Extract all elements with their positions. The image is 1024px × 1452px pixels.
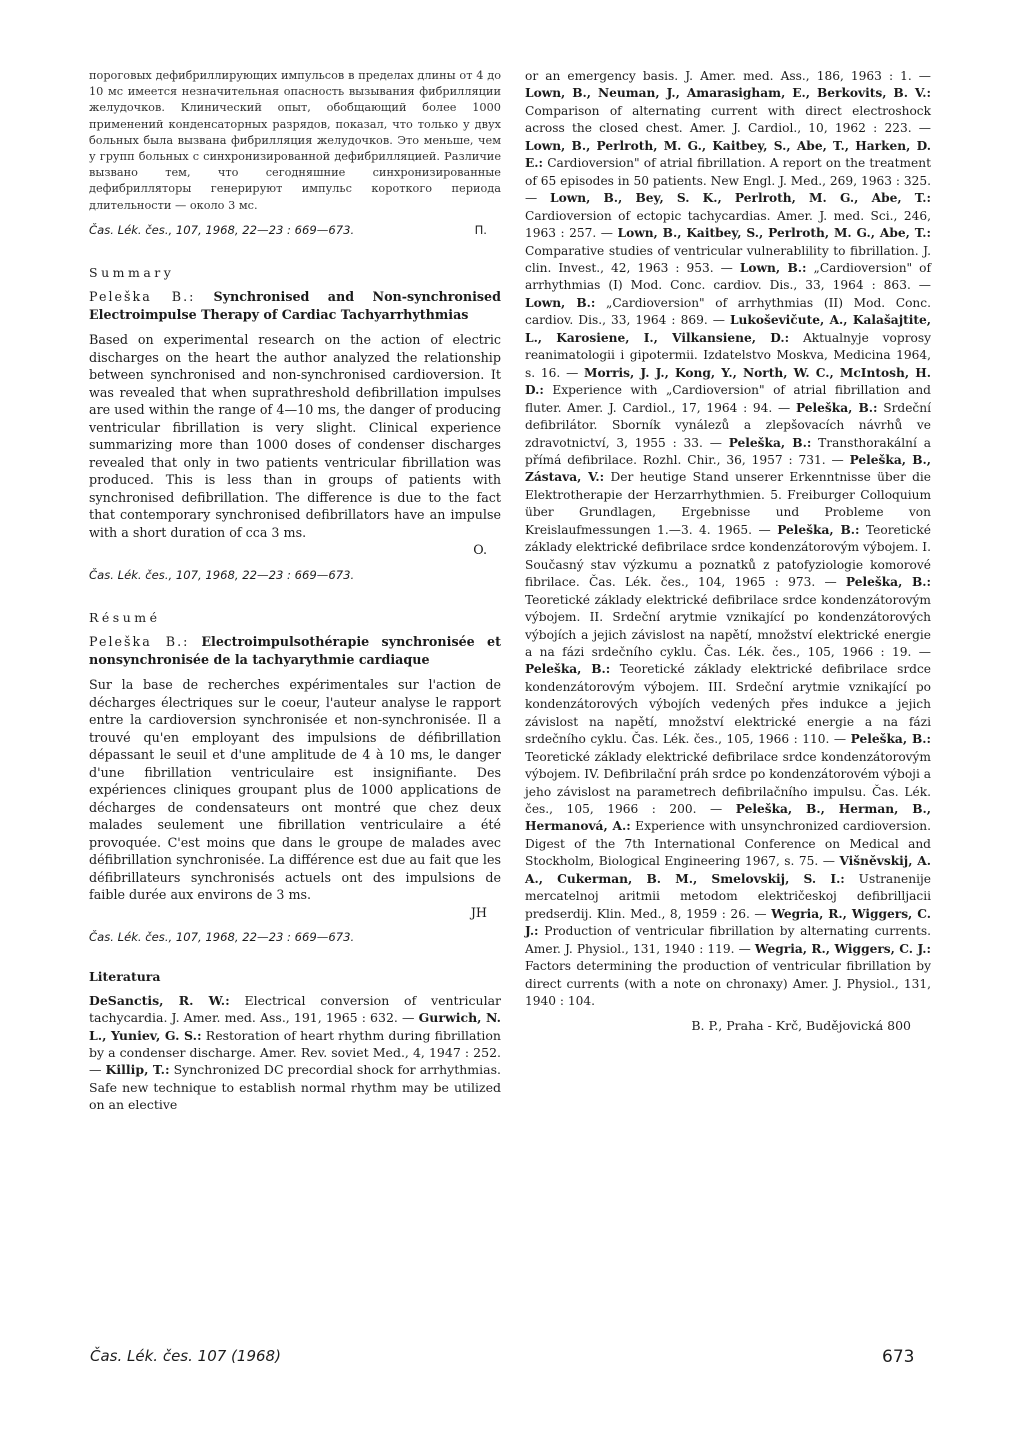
- author-address: B. P., Praha - Krč, Budějovická 800: [691, 1018, 911, 1034]
- summary-initials: O.: [473, 542, 487, 558]
- resume-title-line: [89, 633, 501, 668]
- russian-abstract: пороговых дефибриллирующих импульсов в пределах длины от 4 до 10 мс имеется незначительная опасность вызывания фибрилляции желудочков. Клинический опыт, обобщающий более 1000 применений конденсаторных разрядов, показал, что только у двух больных была вызвана фибрилляция желудочков. Это меньше, чем у групп больных с синхронизированной дефибрилляцией. Различие вызвано тем, что сегодняшние синхронизированные дефибрилляторы генерируют импульс короткого периода длительности — около 3 мс.: [89, 69, 501, 212]
- right-references: or an emergency basis. J. Amer. med. Ass., 186, 1963 : 1. — Lown, B., Neuman, J., Amarasigham, E., Berkovits, B. V.: Comparison of alternating current with direct electroshock across the closed chest. Amer. J. Cardiol., 10, 1962 : 223. — Lown, B., Perlroth, M. G., Kaitbey, S., Abe, T., Harken, D. E.: Cardioversion" of atrial fibrillation. A report on the treatment of 65 episodes in 50 patients. New Engl. J. Med., 269, 1963 : 325. — Lown, B., Bey, S. K., Perlroth, M. G., Abe, T.: Cardioversion of ectopic tachycardias. Amer. J. med. Sci., 246, 1963 : 257. — Lown, B., Kaitbey, S., Perlroth, M. G., Abe, T.: Comparative studies of ventricular vulnerablility to fibrillation. J. clin. Invest., 42, 1963 : 953. — Lown, B.: „Cardioversion" of arrhythmias (I) Mod. Conc. cardiov. Dis., 33, 1964 : 863. — Lown, B.: „Cardioversion" of arrhythmias (II) Mod. Conc. cardiov. Dis., 33, 1964 : 869. — Lukoševičute, A., Kalašajtite, L., Karosiene, I., Vilkansiene, D.: Aktualnyje voprosy reanimatologii i gipotermii. Izdatelstvo Moskva, Medicina 1964, s. 16. — Morris, J. J., Kong, Y., North, W. C., McIntosh, H. D.: Experience with „Cardioversion" of atrial fibrillation and fluter. Amer. J. Cardiol., 17, 1964 : 94. — Peleška, B.: Srdeční defibrilátor. Sborník vynálezů a zlepšovacích návrhů ve zdravotnictví, 3, 1955 : 33. — Peleška, B.: Transthorakální a přímá defibrilace. Rozhl. Chir., 36, 1957 : 731. — Peleška, B., Zástava, V.: Der heutige Stand unserer Erkenntnisse über die Elektrotherapie der Herzarrhythmien. 5. Freiburger Colloquium über Grundlagen, Ergebnisse und Probleme von Kreislaufmessungen 1.—3. 4. 1965. — Peleška, B.: Teoretické základy elektrické defibrilace srdce kondenzátorovým výbojem. I. Současný stav výzkumu a poznatků z patofyziologie komorové fibrilace. Čas. Lék. čes., 104, 1965 : 973. — Peleška, B.: Teoretické základy elektrické defibrilace srdce kondenzátorovým výbojem. II. Srdeční arytmie vznikající po kondenzátorových výbojích a jejich závislost na napětí, množství elektrické energie a na fázi srdečního cyklu. Čas. Lék. čes., 105, 1966 : 19. — Peleška, B.: Teoretické základy elektrické defibrilace srdce kondenzátorovým výbojem. III. Srdeční arytmie vznikající po kondenzátorových výbojích vedených přes indukce a jejich závislost na napětí, množství elektrické energie a na fázi srdečního cyklu. Čas. Lék. čes., 105, 1966 : 110. — Peleška, B.: Teoretické základy elektrické defibrilace srdce kondenzátorovým výbojem. IV. Defibrilační práh srdce po kondenzátorovém výboji a jeho závislost na parametrech defibrilačního impulsu. Čas. Lék. čes., 105, 1966 : 200. — Peleška, B., Herman, B., Hermanová, A.: Experience with unsynchronized cardioversion. Digest of the 7th International Conference on Medical and Stockholm, Biological Engineering 1967, s. 75. — Višněvskij, A. A., Cukerman, B. M., Smelovskij, S. I.: Ustranenije mercatelnoj aritmii metodom električeskoj defibrilljacii predserdij. Klin. Med., 8, 1959 : 26. — Wegria, R., Wiggers, C. J.: Production of ventricular fibrillation by alternating currents. Amer. J. Physiol., 131, 1940 : 119. — Wegria, R., Wiggers, C. J.: Factors determining the production of ventricular fibrillation by direct currents (with a note on chronaxy) Amer. J. Physiol., 131, 1940 : 104.: [525, 69, 932, 1009]
- summary-author: Peleška B.:: [89, 289, 196, 305]
- left-column: [89, 68, 501, 1114]
- summary-title-line: [89, 288, 501, 323]
- literatura-heading: Literatura: [89, 968, 161, 984]
- summary-title: Synchronised and Non-synchronised Electroimpulse Therapy of Cardiac Tachyarrhythmias: [89, 289, 502, 322]
- resume-heading: Résumé: [89, 610, 161, 626]
- russian-citation-line: [89, 222, 501, 240]
- resume-citation: Čas. Lék. čes., 107, 1968, 22—23 : 669—673.: [89, 930, 355, 945]
- summary-body: Based on experimental research on the action of electric discharges on the heart the author analyzed the relationship between synchronised and non-synchronised cardioversion. It was revealed that when suprathreshold defibrillation impulses are used within the range of 4—10 ms, the danger of producing ventricular fibrillation is very slight. Clinical experience summarizing more than 1000 doses of condenser discharges revealed that only in two patients ventricular fibrillation was produced. This is less than in groups of patients with synchronised defibrillation. The difference is due to the fact that contemporary synchronised defibrillators have an impulse with a short duration of cca 3 ms.: [89, 332, 501, 540]
- resume-author: Peleška B.:: [89, 634, 190, 650]
- resume-signoff: [89, 904, 501, 922]
- resume-initials: JH: [470, 904, 487, 920]
- right-column: [525, 68, 931, 1033]
- summary-signoff: [89, 541, 501, 559]
- russian-citation: Čas. Lék. čes., 107, 1968, 22—23 : 669—673.: [89, 222, 355, 237]
- resume-title: Electroimpulsothérapie synchronisée et nonsynchronisée de la tachyarythmie cardiaque: [89, 634, 501, 667]
- resume-body: Sur la base de recherches expérimentales sur l'action de décharges électriques sur le coeur, l'auteur analyse le rapport entre la cardioversion synchronisée et non-synchronisée. Il a trouvé qu'en employant des impulsions de défibrillation dépassant le seuil et d'une amplitude de 4 à 10 ms, le danger d'une fibrillation ventriculaire est insignifiante. Des expériences cliniques groupant plus de 1000 applications de décharges de condensateurs ont montré que chez deux malades seulement une fibrillation ventriculaire a été provoquée. C'est moins que dans le groupe de malades avec défibrillation synchronisée. La différence est due au fait que les défibrillateurs synchronisés actuels ont des impulsions de faible durée aux environs de 3 ms.: [89, 677, 501, 903]
- page-number: 673: [882, 1347, 915, 1367]
- left-references: DeSanctis, R. W.: Electrical conversion of ventricular tachycardia. J. Amer. med. Ass., 191, 1965 : 632. — Gurwich, N. L., Yuniev, G. S.: Restoration of heart rhythm during fibrillation by a condenser discharge. Amer. Rev. soviet Med., 4, 1947 : 252. — Killip, T.: Synchronized DC precordial shock for arrhythmias. Safe new technique to establish normal rhythm may be utilized on an elective: [89, 992, 501, 1113]
- summary-citation: Čas. Lék. čes., 107, 1968, 22—23 : 669—673.: [89, 567, 355, 582]
- summary-heading: Summary: [89, 265, 175, 281]
- journal-footer: Čas. Lék. čes. 107 (1968): [90, 1347, 281, 1365]
- russian-initials: П.: [474, 222, 487, 237]
